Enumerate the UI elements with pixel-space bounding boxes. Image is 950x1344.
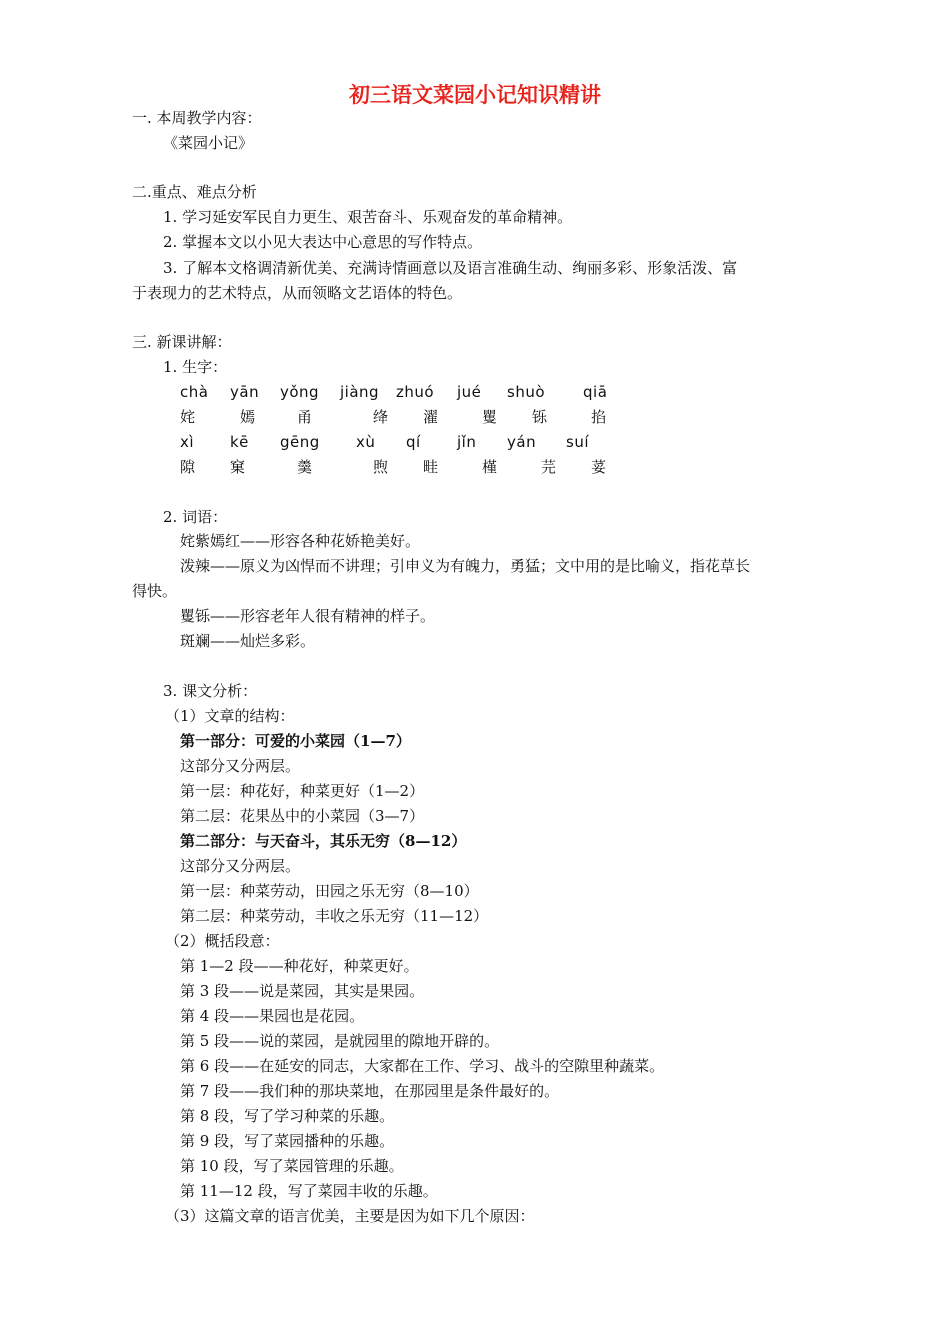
paragraph-summary: 第 6 段——在延安的同志，大家都在工作、学习、战斗的空隙里种蔬菜。 (180, 1057, 665, 1075)
paragraph-summary: 第 3 段——说是菜园，其实是果园。 (180, 982, 425, 1000)
pinyin: qí (406, 433, 421, 451)
language-analysis-heading: （3）这篇文章的语言优美，主要是因为如下几个原因： (165, 1207, 535, 1225)
character: 掐 (591, 408, 607, 426)
section-1-heading: 一. 本周教学内容： (132, 109, 262, 127)
pinyin: jǐn (457, 433, 477, 451)
part-1-heading: 第一部分：可爱的小菜园（1—7） (180, 732, 411, 750)
character: 槿 (482, 458, 498, 476)
structure-line: 第一层：种菜劳动，田园之乐无穷（8—10） (180, 882, 479, 900)
point-2: 2. 掌握本文以小见大表达中心意思的写作特点。 (163, 233, 483, 251)
structure-line: 第一层：种花好，种菜更好（1—2） (180, 782, 425, 800)
character: 矍 (482, 408, 498, 426)
pinyin: jiàng (340, 383, 380, 401)
structure-line: 第二层：种菜劳动，丰收之乐无穷（11—12） (180, 907, 489, 925)
point-3-line-2: 于表现力的艺术特点，从而领略文艺语体的特色。 (132, 284, 463, 302)
pinyin: xì (180, 433, 195, 451)
character: 铄 (532, 408, 548, 426)
new-characters-heading: 1. 生字： (163, 358, 228, 376)
character: 煦 (373, 458, 389, 476)
character: 甬 (297, 408, 313, 426)
pinyin: jué (457, 383, 482, 401)
pinyin: kē (230, 433, 249, 451)
character: 隙 (180, 458, 196, 476)
pinyin: suí (566, 433, 589, 451)
paragraph-summary-heading: （2）概括段意： (165, 932, 280, 950)
vocab-item: 泼辣——原义为凶悍而不讲理；引申义为有魄力，勇猛；文中用的是比喻义，指花草长 (180, 557, 751, 575)
pinyin: yǒng (280, 383, 320, 401)
character: 畦 (423, 458, 439, 476)
character: 羹 (297, 458, 313, 476)
structure-line: 这部分又分两层。 (180, 757, 301, 775)
character: 窠 (230, 458, 246, 476)
point-1: 1. 学习延安军民自力更生、艰苦奋斗、乐观奋发的革命精神。 (163, 208, 573, 226)
structure-line: 这部分又分两层。 (180, 857, 301, 875)
vocabulary-heading: 2. 词语： (163, 508, 228, 526)
structure-heading: （1）文章的结构： (165, 707, 295, 725)
point-3-line-1: 3. 了解本文格调清新优美、充满诗情画意以及语言准确生动、绚丽多彩、形象活泼、富 (163, 259, 738, 277)
paragraph-summary: 第 4 段——果园也是花园。 (180, 1007, 365, 1025)
paragraph-summary: 第 7 段——我们种的那块菜地，在那园里是条件最好的。 (180, 1082, 560, 1100)
part-2-heading: 第二部分：与天奋斗，其乐无穷（8—12） (180, 832, 467, 850)
pinyin: yān (230, 383, 260, 401)
vocab-item-continued: 得快。 (132, 582, 178, 600)
pinyin: gēng (280, 433, 320, 451)
character: 嫣 (240, 408, 256, 426)
paragraph-summary: 第 1—2 段——种花好，种菜更好。 (180, 957, 419, 975)
pinyin: shuò (507, 383, 546, 401)
vocab-item: 矍铄——形容老年人很有精神的样子。 (180, 607, 436, 625)
character: 绛 (373, 408, 389, 426)
paragraph-summary: 第 8 段，写了学习种菜的乐趣。 (180, 1107, 395, 1125)
section-2-heading: 二.重点、难点分析 (132, 183, 257, 201)
book-title: 《菜园小记》 (163, 134, 254, 152)
text-analysis-heading: 3. 课文分析： (163, 682, 258, 700)
paragraph-summary: 第 9 段，写了菜园播种的乐趣。 (180, 1132, 395, 1150)
pinyin: xù (356, 433, 376, 451)
paragraph-summary: 第 11—12 段，写了菜园丰收的乐趣。 (180, 1182, 438, 1200)
character: 姹 (180, 408, 196, 426)
structure-line: 第二层：花果丛中的小菜园（3—7） (180, 807, 425, 825)
section-3-heading: 三. 新课讲解： (132, 333, 232, 351)
pinyin: chà (180, 383, 209, 401)
paragraph-summary: 第 5 段——说的菜园，是就园里的隙地开辟的。 (180, 1032, 500, 1050)
pinyin: qiā (583, 383, 608, 401)
pinyin: yán (507, 433, 537, 451)
character: 荽 (591, 458, 607, 476)
vocab-item: 斑斓——灿烂多彩。 (180, 632, 316, 650)
character: 芫 (541, 458, 557, 476)
page-title: 初三语文菜园小记知识精讲 (349, 82, 601, 107)
character: 濯 (423, 408, 439, 426)
vocab-item: 姹紫嫣红——形容各种花娇艳美好。 (180, 532, 421, 550)
paragraph-summary: 第 10 段，写了菜园管理的乐趣。 (180, 1157, 404, 1175)
pinyin: zhuó (396, 383, 435, 401)
